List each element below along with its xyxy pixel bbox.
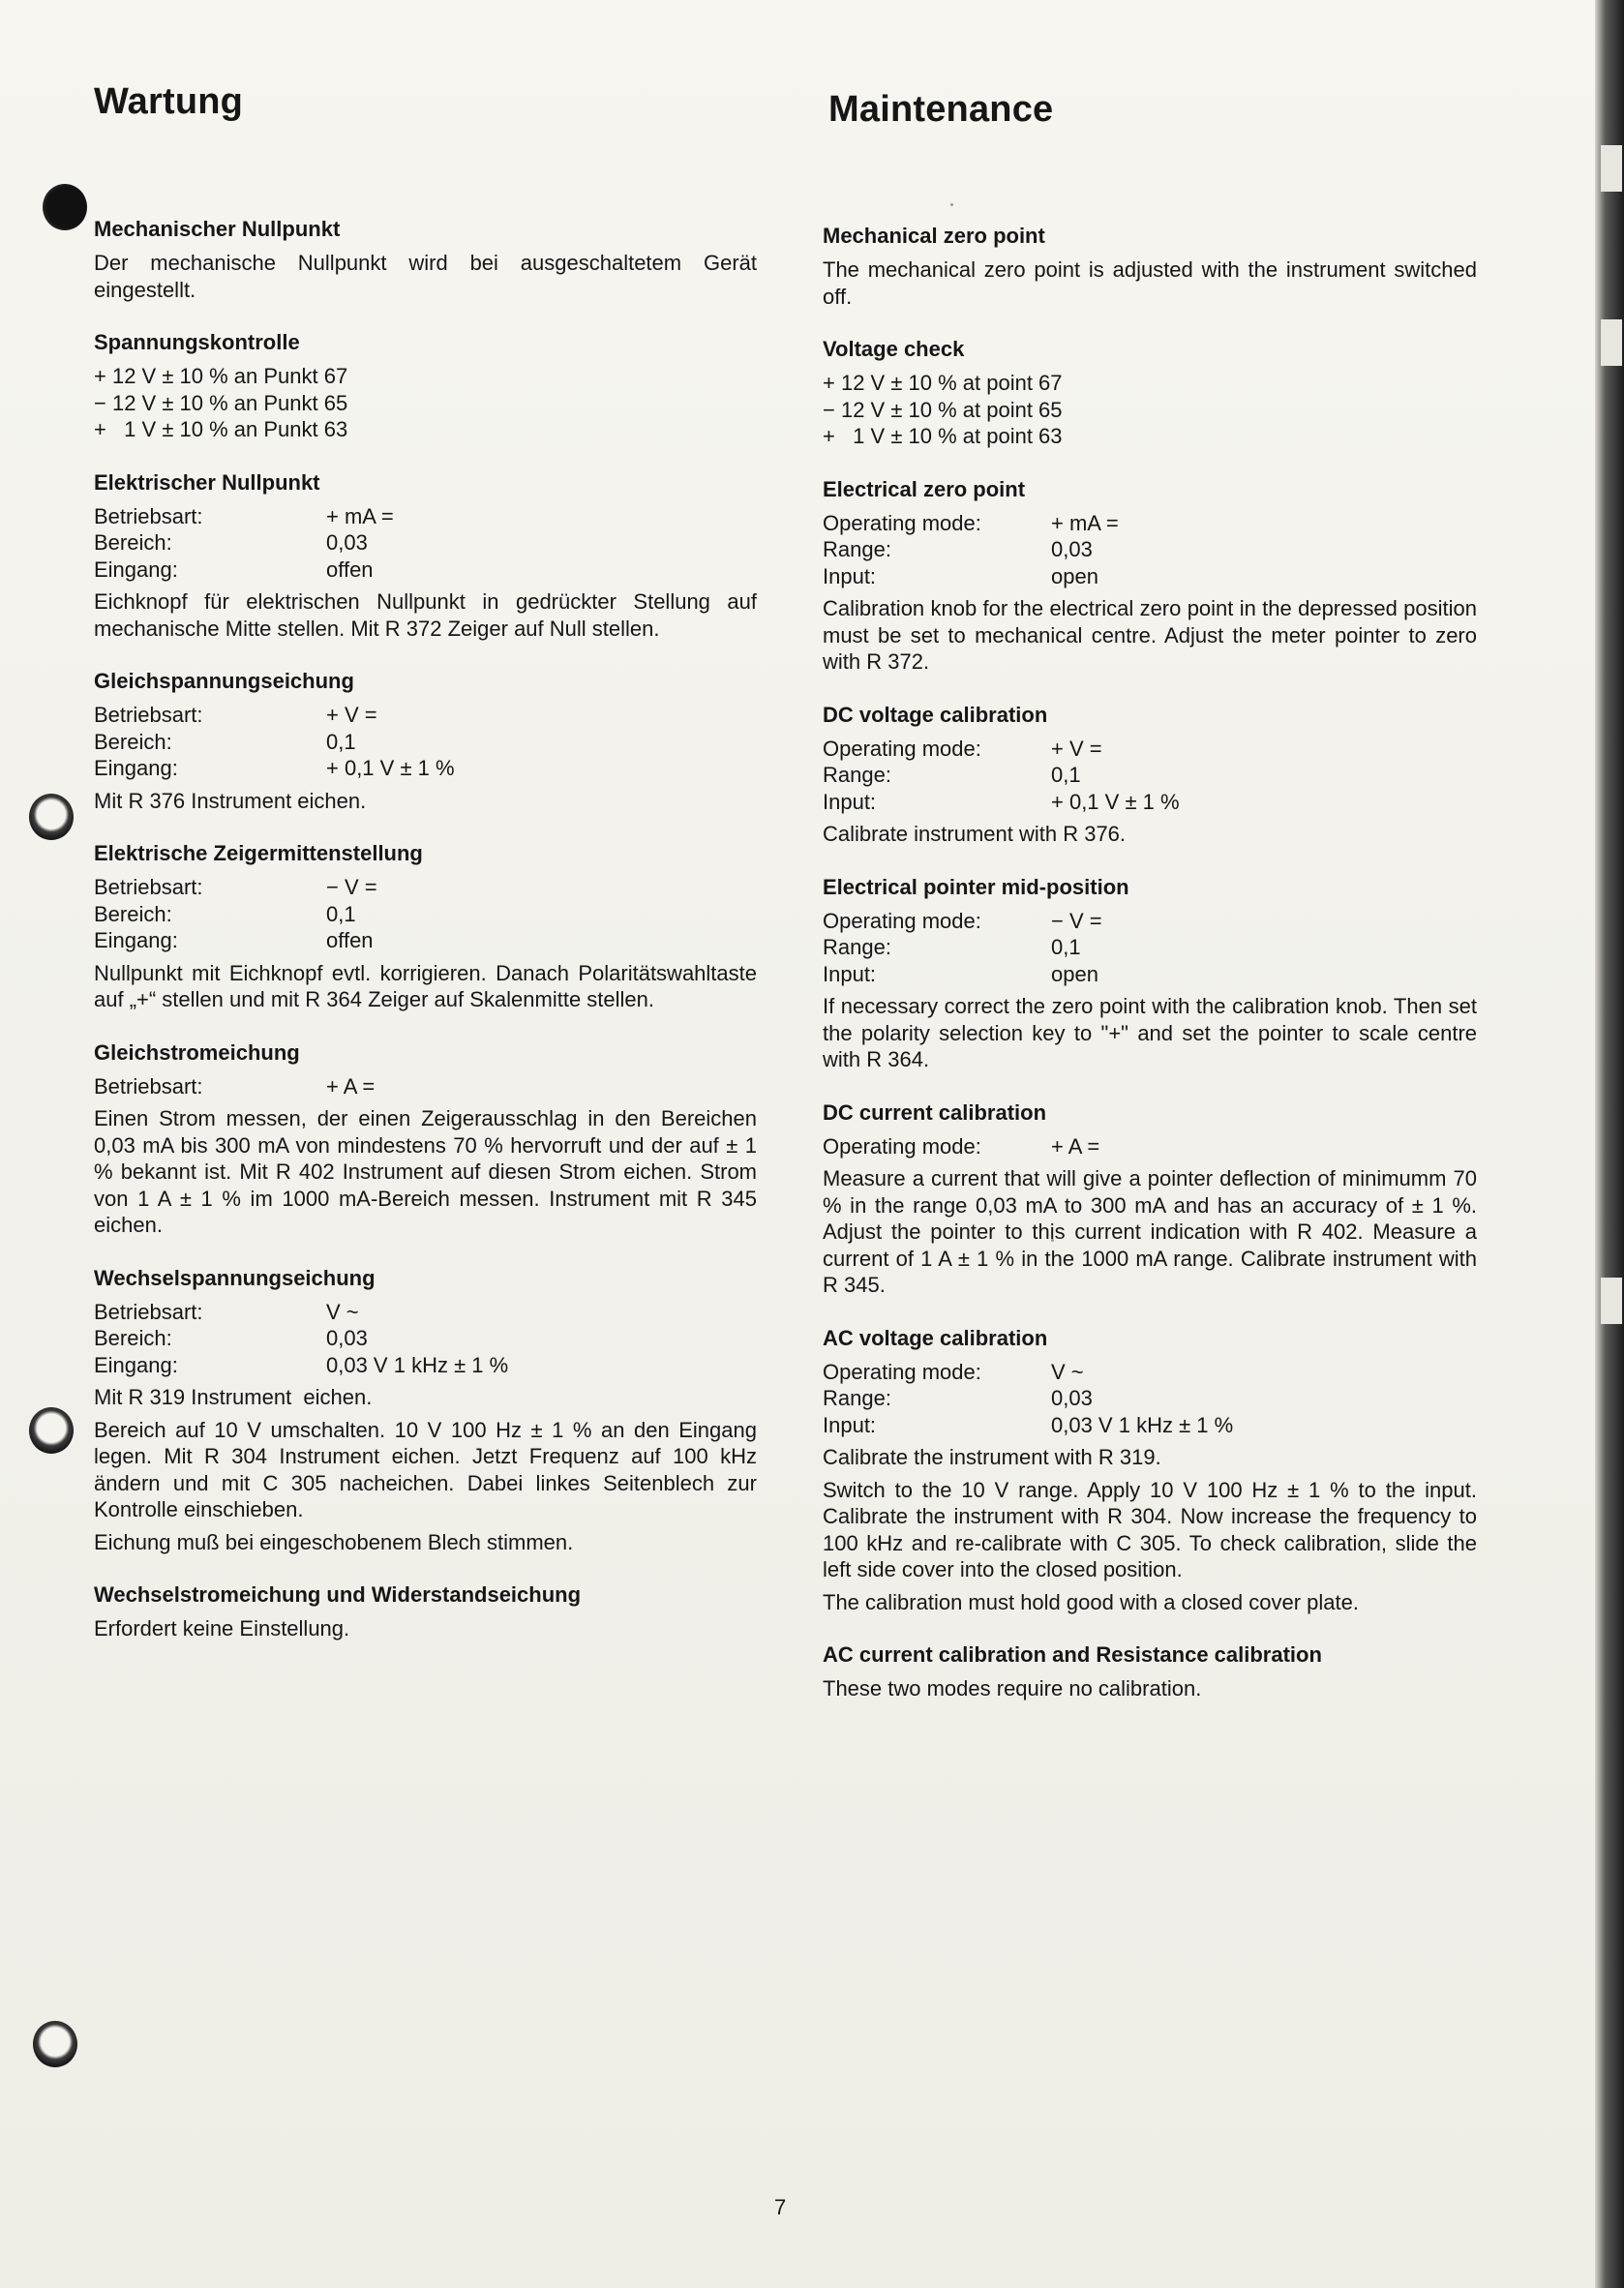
parameter-row — [94, 729, 757, 756]
parameter-row — [94, 874, 757, 901]
section-heading: AC current calibration and Resistance calibration — [823, 1642, 1322, 1667]
parameter-row — [94, 529, 757, 557]
parameter-value: 0,03 V 1 kHz ± 1 % — [326, 1352, 509, 1377]
parameter-list — [823, 510, 1477, 590]
parameter-value: + A = — [1051, 1133, 1100, 1159]
parameter-label: Bereich: — [94, 530, 172, 555]
section-heading: DC voltage calibration — [823, 702, 1048, 727]
parameter-value: − V = — [326, 875, 377, 899]
parameter-row — [823, 1385, 1477, 1412]
section — [94, 1581, 757, 1642]
parameter-label: Input: — [823, 563, 877, 588]
text-line: Mit R 376 Instrument eichen. — [94, 788, 367, 813]
section-heading: Spannungskontrolle — [94, 330, 300, 354]
parameter-list — [94, 702, 757, 782]
text-line: + 1 V ± 10 % an Punkt 63 — [94, 417, 348, 441]
binder-edge — [1595, 0, 1624, 2288]
section — [823, 475, 1477, 676]
parameter-value: V ~ — [1051, 1359, 1084, 1384]
parameter-row — [823, 762, 1477, 789]
line-list — [94, 363, 757, 443]
parameter-value: 0,03 — [326, 1326, 368, 1350]
parameter-label: Eingang: — [94, 928, 178, 952]
english-sections — [823, 222, 1477, 1728]
parameter-row — [823, 961, 1477, 988]
parameter-label: Betriebsart: — [94, 703, 203, 727]
paragraph: Switch to the 10 V range. Apply 10 V 100 Hz ± 1 % to the input. Calibrate the instrument with R 304. Now increase the frequency to 100 kHz and re-calibrate with C 305. To check calibration, slide the left side cover into the closed position. — [823, 1477, 1477, 1581]
parameter-label: Range: — [823, 935, 891, 959]
parameter-value: offen — [326, 928, 374, 952]
paragraph: These two modes require no calibration. — [823, 1676, 1202, 1701]
parameter-value: + mA = — [326, 503, 394, 528]
text-line: − 12 V ± 10 % at point 65 — [823, 397, 1063, 422]
paragraph: Eichung muß bei eingeschobenem Blech stimmen. — [94, 1529, 574, 1554]
parameter-row — [94, 755, 757, 782]
parameter-value: 0,1 — [326, 901, 356, 926]
parameter-row — [823, 1133, 1477, 1160]
parameter-label: Bereich: — [94, 1326, 172, 1350]
parameter-label: Operating mode: — [823, 510, 981, 535]
parameter-value: + 0,1 V ± 1 % — [326, 756, 455, 780]
section-heading: Mechanischer Nullpunkt — [94, 217, 341, 241]
section — [94, 328, 757, 443]
paragraph: The mechanical zero point is adjusted with the instrument switched off. — [823, 257, 1477, 309]
parameter-label: Operating mode: — [823, 908, 981, 933]
parameter-row — [94, 702, 757, 729]
parameter-label: Input: — [823, 1412, 877, 1437]
parameter-value: 0,03 — [326, 530, 368, 555]
parameter-value: 0,03 V 1 kHz ± 1 % — [1051, 1412, 1234, 1437]
section — [94, 839, 757, 1013]
parameter-list — [823, 736, 1477, 816]
paragraph: The calibration must hold good with a closed cover plate. — [823, 1589, 1359, 1614]
parameter-row — [823, 736, 1477, 763]
parameter-value: − V = — [1051, 908, 1102, 933]
section-heading: Mechanical zero point — [823, 224, 1045, 248]
section — [823, 873, 1477, 1073]
parameter-label: Operating mode: — [823, 736, 981, 761]
section-heading: Elektrischer Nullpunkt — [94, 469, 320, 495]
section-heading: Wechselspannungseichung — [94, 1265, 376, 1290]
english-page-title: Maintenance — [828, 89, 1054, 130]
parameter-list — [823, 908, 1477, 988]
german-sections — [94, 215, 757, 1668]
paragraph: Calibration knob for the electrical zero point in the depressed position must be set to mechanical centre. Adjust the meter pointer to zero with R 372. — [823, 596, 1477, 674]
section — [823, 222, 1477, 310]
punch-hole — [33, 2021, 77, 2067]
parameter-label: Eingang: — [94, 1352, 178, 1377]
section — [94, 1264, 757, 1556]
parameter-value: + V = — [326, 703, 377, 727]
parameter-value: open — [1051, 961, 1098, 986]
line-list — [94, 788, 757, 815]
paragraph: Nullpunkt mit Eichknopf evtl. korrigieren. Danach Polaritätswahltaste auf „+“ stellen und mit R 364 Zeiger auf Skalenmitte stellen. — [94, 960, 757, 1011]
section-heading: Wechselstromeichung und Widerstandseichung — [94, 1582, 582, 1607]
section-heading: Voltage check — [823, 337, 965, 361]
section — [823, 1324, 1477, 1616]
parameter-value: open — [1051, 563, 1098, 588]
parameter-list — [823, 1133, 1477, 1160]
parameter-label: Betriebsart: — [94, 875, 203, 899]
paragraph: Der mechanische Nullpunkt wird bei ausgeschaltetem Gerät eingestellt. — [94, 251, 757, 302]
parameter-value: 0,03 — [1051, 537, 1093, 561]
line-list — [823, 1444, 1477, 1471]
text-line: Calibrate the instrument with R 319. — [823, 1445, 1161, 1469]
parameter-row — [94, 1299, 757, 1326]
line-list — [823, 821, 1477, 848]
section — [823, 335, 1477, 450]
section — [94, 468, 757, 643]
section-heading: DC current calibration — [823, 1099, 1047, 1125]
parameter-row — [94, 1325, 757, 1352]
parameter-value: 0,03 — [1051, 1386, 1093, 1410]
parameter-value: 0,1 — [1051, 763, 1081, 787]
parameter-row — [823, 536, 1477, 563]
parameter-label: Operating mode: — [823, 1359, 981, 1384]
parameter-label: Betriebsart: — [94, 1073, 203, 1099]
paragraph: Einen Strom messen, der einen Zeigerausschlag in den Bereichen 0,03 mA bis 300 mA von mindestens 70 % hervorruft und der auf ± 1 % bekannt ist. Mit R 402 Instrument auf diesen Strom eichen. Strom von 1 A ± 1 % im 1000 mA-Bereich messen. Instrument mit R 345 eichen. — [94, 1106, 757, 1237]
paragraph: Measure a current that will give a pointer deflection of minimumm 70 % in the range 0,03 mA to 300 mA and has an accuracy of ± 1 %. Adjust the pointer to this current indication with R 402. Measure a current of 1 A ± 1 % in the 1000 mA range. Calibrate instrument with R 345. — [823, 1166, 1477, 1297]
parameter-label: Input: — [823, 789, 877, 814]
section-heading: Gleichspannungseichung — [94, 669, 354, 693]
section — [823, 1641, 1477, 1702]
parameter-label: Eingang: — [94, 756, 178, 780]
german-page-title: Wartung — [94, 81, 244, 122]
parameter-list — [94, 503, 757, 584]
section-heading: Elektrische Zeigermittenstellung — [94, 841, 423, 865]
parameter-list — [823, 1359, 1477, 1439]
parameter-row — [823, 563, 1477, 590]
parameter-value: + A = — [326, 1073, 376, 1099]
parameter-row — [823, 908, 1477, 935]
paragraph: Erfordert keine Einstellung. — [94, 1616, 350, 1641]
parameter-row — [823, 789, 1477, 816]
parameter-list — [94, 874, 757, 954]
text-line: Mit R 319 Instrument eichen. — [94, 1385, 373, 1409]
section — [823, 701, 1477, 848]
section — [94, 215, 757, 303]
punch-hole — [43, 184, 87, 230]
line-list — [823, 370, 1477, 450]
parameter-label: Bereich: — [94, 901, 172, 926]
paragraph: Eichknopf für elektrischen Nullpunkt in gedrückter Stellung auf mechanische Mitte stellen. Mit R 372 Zeiger auf Null stellen. — [94, 589, 757, 641]
parameter-row — [94, 557, 757, 584]
parameter-row — [94, 927, 757, 954]
parameter-row — [94, 1073, 757, 1100]
parameter-value: 0,1 — [1051, 935, 1081, 959]
parameter-row — [94, 503, 757, 530]
parameter-label: Operating mode: — [823, 1133, 981, 1159]
parameter-value: + mA = — [1051, 510, 1119, 535]
parameter-label: Betriebsart: — [94, 1299, 203, 1324]
parameter-value: + V = — [1051, 736, 1102, 761]
parameter-list — [94, 1073, 757, 1100]
paragraph: If necessary correct the zero point with the calibration knob. Then set the polarity selection key to "+" and set the pointer to scale centre with R 364. — [823, 994, 1477, 1071]
section — [94, 667, 757, 814]
parameter-row — [823, 934, 1477, 961]
line-list — [94, 1384, 757, 1411]
parameter-value: + 0,1 V ± 1 % — [1051, 789, 1180, 814]
parameter-label: Eingang: — [94, 557, 178, 582]
parameter-value: 0,1 — [326, 729, 356, 754]
parameter-row — [823, 1359, 1477, 1386]
text-line: − 12 V ± 10 % an Punkt 65 — [94, 390, 348, 415]
punch-hole — [29, 1407, 74, 1454]
section-heading: Electrical pointer mid-position — [823, 874, 1129, 899]
section-heading: Electrical zero point — [823, 476, 1026, 501]
punch-hole — [29, 794, 74, 840]
parameter-label: Range: — [823, 537, 891, 561]
parameter-value: V ~ — [326, 1299, 359, 1324]
text-line: Calibrate instrument with R 376. — [823, 822, 1127, 846]
section-heading: Gleichstromeichung — [94, 1039, 300, 1065]
text-line: + 12 V ± 10 % an Punkt 67 — [94, 364, 348, 388]
section-heading: AC voltage calibration — [823, 1325, 1048, 1350]
parameter-row — [823, 510, 1477, 537]
paragraph: Bereich auf 10 V umschalten. 10 V 100 Hz ± 1 % an den Eingang legen. Mit R 304 Instrument eichen. Jetzt Frequenz auf 100 kHz ändern und mit C 305 nacheichen. Dabei linkes Seitenblech zur Kontrolle einschieben. — [94, 1417, 757, 1521]
parameter-list — [94, 1299, 757, 1379]
section — [94, 1039, 757, 1239]
page-number: 7 — [774, 2195, 787, 2219]
parameter-value: offen — [326, 557, 374, 582]
text-line: + 1 V ± 10 % at point 63 — [823, 424, 1063, 448]
text-line: + 12 V ± 10 % at point 67 — [823, 371, 1063, 395]
parameter-row — [94, 1352, 757, 1379]
parameter-label: Betriebsart: — [94, 503, 203, 528]
parameter-label: Range: — [823, 1386, 891, 1410]
section — [823, 1099, 1477, 1299]
parameter-label: Input: — [823, 961, 877, 986]
parameter-label: Range: — [823, 763, 891, 787]
parameter-row — [823, 1412, 1477, 1439]
parameter-label: Bereich: — [94, 729, 172, 754]
parameter-row — [94, 901, 757, 928]
